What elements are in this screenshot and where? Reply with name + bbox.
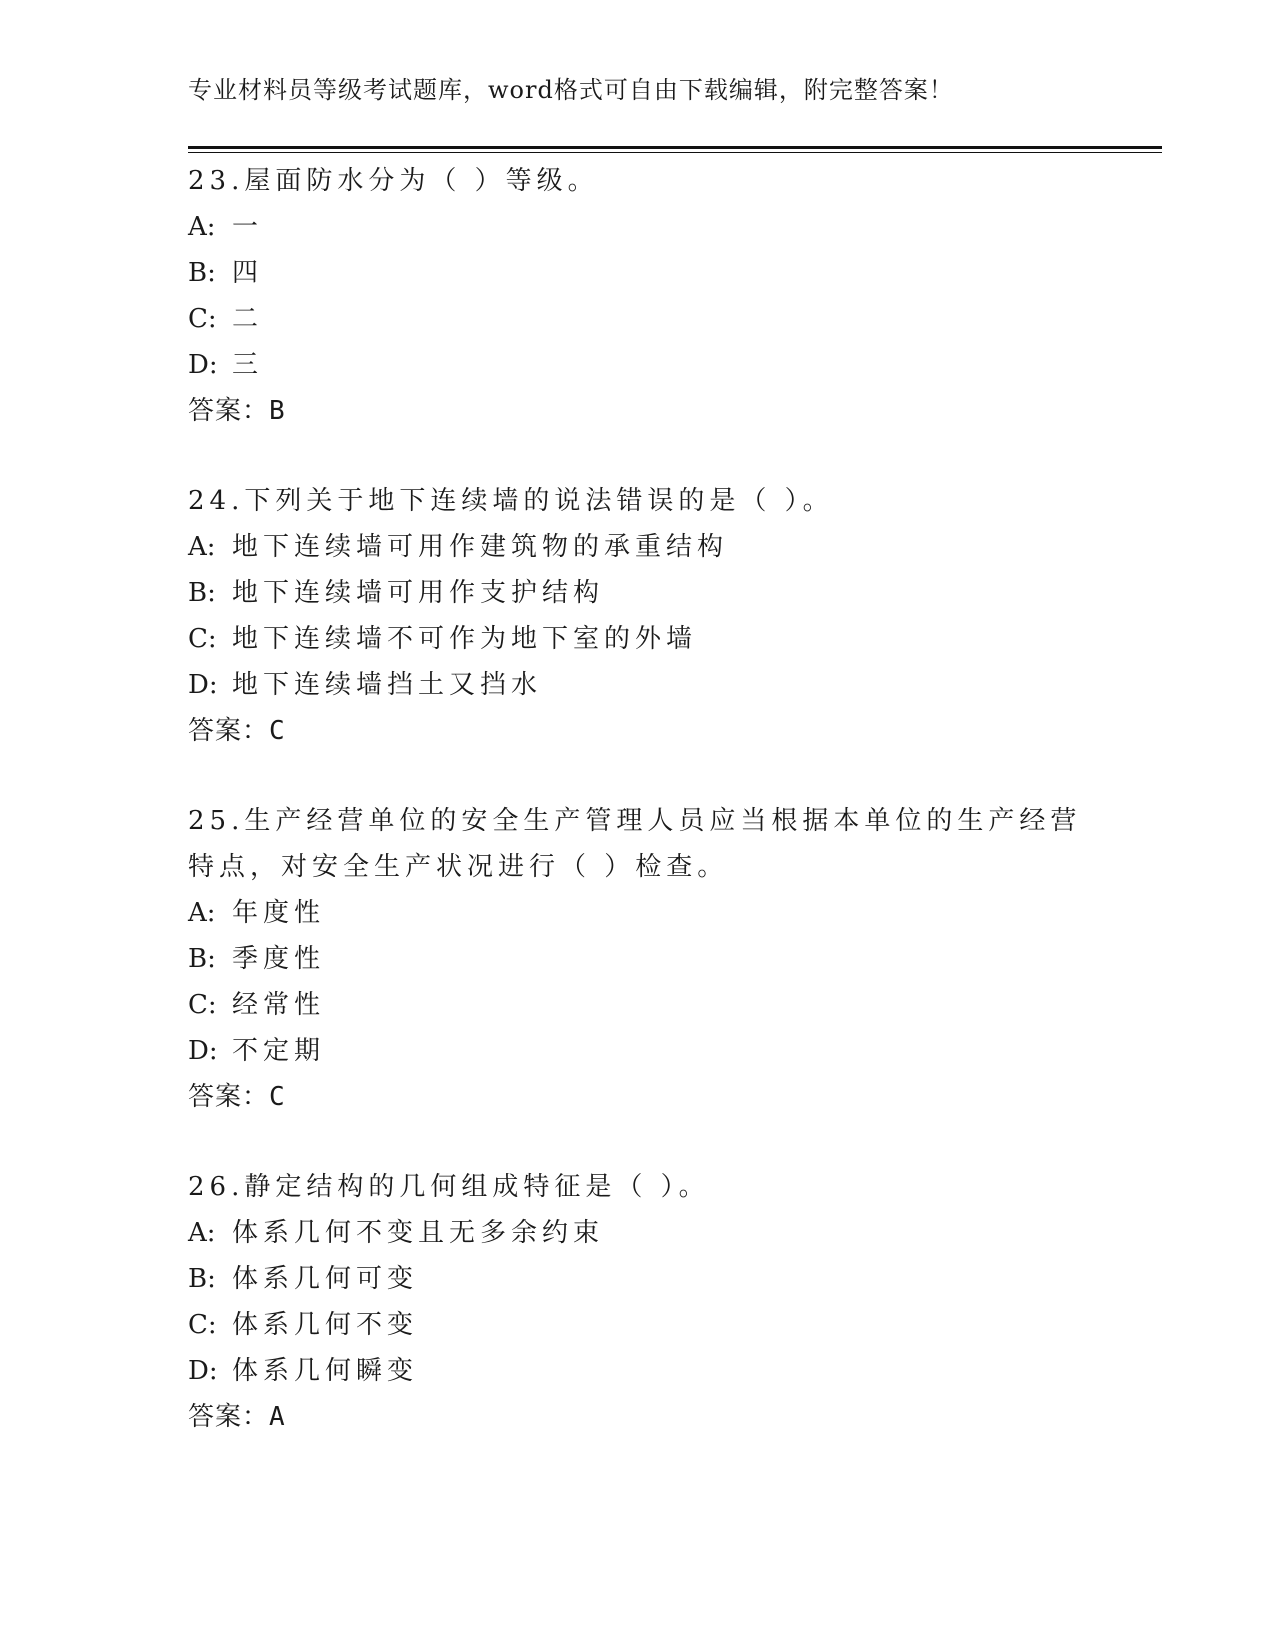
option-a xyxy=(188,890,1088,936)
option-letter: C: xyxy=(188,1310,217,1340)
option-letter: B: xyxy=(188,578,216,608)
answer-line xyxy=(188,388,1088,434)
option-text: 地下连续墙挡土又挡水 xyxy=(232,670,543,700)
option-c xyxy=(188,296,1088,342)
option-letter: B: xyxy=(188,258,216,288)
option-text: 体系几何瞬变 xyxy=(232,1356,419,1386)
option-letter: C: xyxy=(188,304,217,334)
option-text: 三 xyxy=(232,350,264,380)
option-text: 地下连续墙可用作支护结构 xyxy=(232,578,605,608)
option-text: 体系几何不变 xyxy=(232,1310,419,1340)
option-text: 体系几何可变 xyxy=(232,1264,419,1294)
answer-label: 答案： xyxy=(188,1082,270,1112)
option-text: 季度性 xyxy=(232,944,326,974)
option-letter: A: xyxy=(188,898,216,928)
option-text: 体系几何不变且无多余约束 xyxy=(232,1218,605,1248)
option-text: 经常性 xyxy=(232,990,326,1020)
option-d xyxy=(188,662,1088,708)
option-letter: D: xyxy=(188,1036,218,1066)
option-a xyxy=(188,204,1088,250)
option-a xyxy=(188,1210,1088,1256)
option-letter: B: xyxy=(188,944,216,974)
option-text: 四 xyxy=(232,258,264,288)
answer-label: 答案： xyxy=(188,396,270,426)
question-24 xyxy=(188,478,1088,754)
answer-value: C xyxy=(269,1082,286,1112)
option-text: 一 xyxy=(232,212,264,242)
page-header-text: 专业材料员等级考试题库，word格式可自由下载编辑，附完整答案！ xyxy=(188,76,954,104)
question-stem: 24.下列关于地下连续墙的说法错误的是（ ）。 xyxy=(188,486,834,516)
answer-value: C xyxy=(269,716,286,746)
option-letter: C: xyxy=(188,990,217,1020)
option-letter: D: xyxy=(188,670,218,700)
answer-value: B xyxy=(269,396,286,426)
header-divider-thick xyxy=(188,146,1162,149)
option-text: 地下连续墙可用作建筑物的承重结构 xyxy=(232,532,729,562)
option-c xyxy=(188,1302,1088,1348)
option-letter: C: xyxy=(188,624,217,654)
option-b xyxy=(188,570,1088,616)
answer-line xyxy=(188,1394,1088,1440)
option-b xyxy=(188,936,1088,982)
option-letter: A: xyxy=(188,212,216,242)
answer-value: A xyxy=(269,1402,286,1432)
question-stem: 23.屋面防水分为（ ）等级。 xyxy=(188,166,599,196)
option-text: 二 xyxy=(232,304,264,334)
question-23 xyxy=(188,158,1088,434)
answer-line xyxy=(188,1074,1088,1120)
answer-label: 答案： xyxy=(188,1402,270,1432)
option-text: 不定期 xyxy=(232,1036,326,1066)
question-stem: 25.生产经营单位的安全生产管理人员应当根据本单位的生产经营特点，对安全生产状况进行（ ）检查。 xyxy=(188,806,1082,882)
option-letter: D: xyxy=(188,350,218,380)
option-letter: D: xyxy=(188,1356,218,1386)
answer-line xyxy=(188,708,1088,754)
option-text: 年度性 xyxy=(232,898,326,928)
header-divider-thin xyxy=(188,152,1162,153)
answer-label: 答案： xyxy=(188,716,270,746)
option-c xyxy=(188,616,1088,662)
option-letter: A: xyxy=(188,532,216,562)
option-b xyxy=(188,1256,1088,1302)
option-d xyxy=(188,342,1088,388)
question-26 xyxy=(188,1164,1088,1440)
option-c xyxy=(188,982,1088,1028)
option-d xyxy=(188,1028,1088,1074)
option-letter: B: xyxy=(188,1264,216,1294)
option-a xyxy=(188,524,1088,570)
option-letter: A: xyxy=(188,1218,216,1248)
option-text: 地下连续墙不可作为地下室的外墙 xyxy=(232,624,698,654)
option-d xyxy=(188,1348,1088,1394)
question-list xyxy=(188,158,1088,1484)
question-stem: 26.静定结构的几何组成特征是（ ）。 xyxy=(188,1172,710,1202)
question-25 xyxy=(188,798,1088,1120)
option-b xyxy=(188,250,1088,296)
